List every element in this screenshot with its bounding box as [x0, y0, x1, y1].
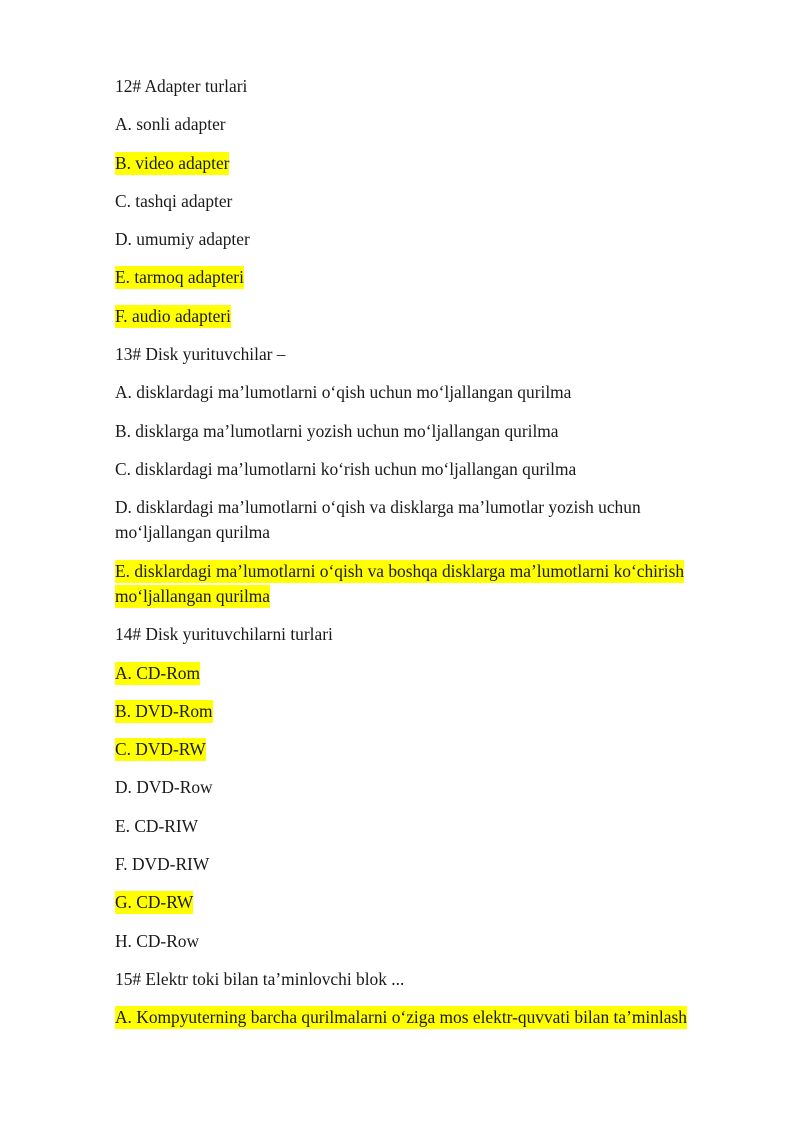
question-15-option-a: A. Kompyuterning barcha qurilmalarni o‘ziga mos elektr-quvvati bilan ta’minlash [115, 1007, 687, 1028]
document-page [115, 74, 740, 1044]
question-13-option-c: C. disklardagi ma’lumotlarni ko‘rish uchun mo‘ljallangan qurilma [115, 458, 577, 479]
question-12-title: 12# Adapter turlari [115, 76, 248, 96]
question-12-option-c: C. tashqi adapter [115, 190, 233, 211]
question-14-option-g: G. CD-RW [115, 892, 194, 913]
question-13-option-b: B. disklarga ma’lumotlarni yozish uchun mo‘ljallangan qurilma [115, 420, 559, 441]
question-14-title: 14# Disk yurituvchilarni turlari [115, 624, 333, 645]
question-14-option-e: E. CD-RIW [115, 815, 199, 836]
question-14-option-b: B. DVD-Rom [115, 700, 213, 721]
question-12-option-e: E. tarmoq adapteri [115, 267, 244, 288]
question-12-option-b: B. video adapter [115, 152, 230, 173]
question-13-option-a: A. disklardagi ma’lumotlarni o‘qish uchun mo‘ljallangan qurilma [115, 382, 572, 403]
question-14-option-c: C. DVD-RW [115, 739, 206, 760]
question-12-option-a: A. sonli adapter [115, 114, 226, 135]
question-14-option-d: D. DVD-Row [115, 777, 213, 798]
question-14-option-a: A. CD-Rom [115, 662, 201, 683]
question-14-option-f: F. DVD-RIW [115, 854, 210, 875]
question-13-title: 13# Disk yurituvchilar – [115, 344, 286, 365]
question-12-option-d: D. umumiy adapter [115, 229, 250, 250]
question-13-option-e: E. disklardagi ma’lumotlarni o‘qish va boshqa disklarga ma’lumotlarni ko‘chirish mo‘ljallangan qurilma [115, 560, 685, 606]
question-13-option-d: D. disklardagi ma’lumotlarni o‘qish va disklarga ma’lumotlar yozish uchun mo‘ljallangan qurilma [115, 497, 641, 543]
question-15-title: 15# Elektr toki bilan ta’minlovchi blok ... [115, 968, 405, 989]
question-14-option-h: H. CD-Row [115, 930, 200, 951]
question-12-option-f: F. audio adapteri [115, 305, 231, 326]
